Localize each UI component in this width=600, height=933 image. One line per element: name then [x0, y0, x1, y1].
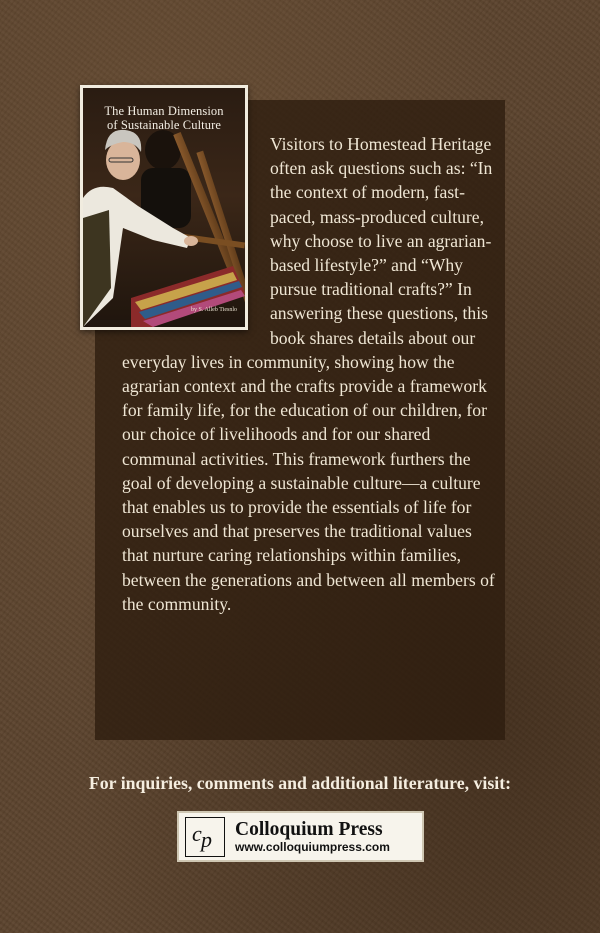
publisher-text: [235, 819, 390, 854]
svg-text:p: p: [201, 826, 212, 852]
publisher-logo[interactable]: [177, 811, 424, 862]
cp-monogram-icon: [185, 817, 225, 857]
publisher-name: Colloquium Press: [235, 819, 383, 840]
cover-title: The Human Dimension of Sustainable Culture: [104, 104, 224, 132]
svg-text:c: c: [192, 820, 202, 846]
cover-spacer: [122, 132, 270, 347]
description-text: Visitors to Homestead Heritage often ask questions such as: “In the context of modern, fast-paced, mass-produced culture, why choose to live an agrarian-based lifestyle?” and “Why pursue traditional crafts?” In answering these questions, this book shares details about our everyday lives in community, showing how the agrarian context and the crafts provide a framework for family life, for the education of our children, for our choice of livelihoods and for our shared communal activities. This framework furthers the goal of developing a sustainable culture—a culture that enables us to provide the essentials of life for ourselves and that preserves the traditional values that nurture caring relationships within families, between the generations and between all members of the community.: [122, 134, 495, 614]
cover-author: by S. Alleb Tiesnlo: [190, 307, 237, 313]
inquiry-text: For inquiries, comments and additional literature, visit:: [88, 773, 512, 793]
publisher-url[interactable]: www.colloquiumpress.com: [235, 840, 390, 854]
book-description: [122, 132, 497, 616]
